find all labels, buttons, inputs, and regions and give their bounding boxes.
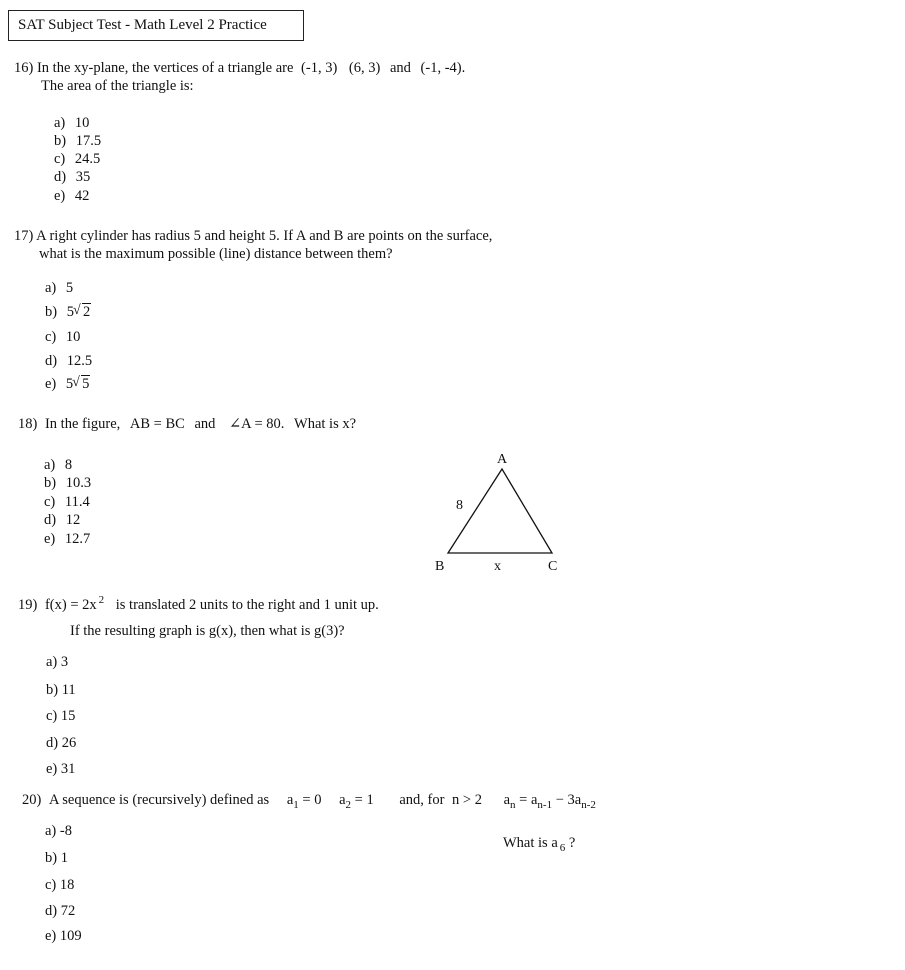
question-number: 19): [18, 597, 38, 613]
choice-19-d[interactable]: d) 26: [46, 735, 77, 751]
question-number: 18): [18, 416, 38, 432]
question-number: 20): [22, 792, 42, 808]
vertex-label-c: C: [548, 559, 558, 574]
question-text: In the xy-plane, the vertices of a triangle are: [36, 60, 294, 76]
choice-18-e[interactable]: e) 12.7: [44, 531, 91, 547]
square-root: √ 5: [73, 375, 90, 393]
function-expression: f(x) = 2x: [44, 597, 97, 613]
question-19-stem: 19) f(x) = 2x $^2$ is translated 2 units to the right and 1 unit up.: [18, 594, 379, 613]
choice-20-e[interactable]: e) 109: [45, 928, 82, 944]
choice-18-a[interactable]: a) 8: [44, 457, 73, 473]
term-a2: $a_2 = 1$: [339, 792, 374, 811]
vertex-label-b: B: [435, 559, 445, 574]
choice-16-b[interactable]: b) 17.5: [54, 133, 102, 149]
choice-16-c[interactable]: c) 24.5: [54, 151, 101, 167]
question-17-line2: what is the maximum possible (line) distance between them?: [39, 246, 393, 262]
question-16-stem: [14, 59, 465, 77]
choice-18-d[interactable]: d) 12: [44, 512, 81, 528]
base-label: x: [494, 559, 501, 574]
page-title: SAT Subject Test - Math Level 2 Practice: [18, 17, 267, 33]
conjunction: and: [389, 60, 411, 76]
choice-20-b[interactable]: b) 1: [45, 850, 68, 866]
angle-icon: ∠: [229, 416, 242, 432]
choice-17-d[interactable]: d) 12.5: [45, 353, 93, 369]
choice-19-e[interactable]: e) 31: [46, 761, 76, 777]
question-16-line2: The area of the triangle is:: [41, 78, 194, 94]
choice-20-d[interactable]: d) 72: [45, 903, 76, 919]
question-17-stem: [14, 227, 492, 245]
vertex-2: (6, 3): [348, 60, 381, 76]
choice-20-c[interactable]: c) 18: [45, 877, 75, 893]
choice-19-c[interactable]: c) 15: [46, 708, 76, 724]
choice-19-a[interactable]: a) 3: [46, 654, 69, 670]
choice-16-d[interactable]: d) 35: [54, 169, 91, 185]
vertex-3: (-1, -4).: [420, 60, 466, 76]
triangle-figure: [420, 445, 590, 580]
choice-17-e[interactable]: e) 5√ 5: [45, 375, 90, 393]
question-number: 16): [14, 60, 34, 76]
question-19-line2: If the resulting graph is g(x), then what is g(3)?: [70, 623, 345, 639]
term-a1: $a_1 = 0$: [286, 792, 322, 811]
choice-18-c[interactable]: c) 11.4: [44, 494, 90, 510]
choice-16-e[interactable]: e) 42: [54, 188, 90, 204]
question-text: A right cylinder has radius 5 and height 5. If A and B are points on the surface,: [36, 228, 493, 244]
choice-16-a[interactable]: a) 10: [54, 115, 90, 131]
choice-17-c[interactable]: c) 10: [45, 329, 81, 345]
question-number: 17): [14, 228, 34, 244]
square-root: √ 2: [74, 303, 91, 321]
question-20-stem: 20) A sequence is (recursively) defined as $a_1 = 0$ $a_2 = 1$ and, for n > 2 $a_n = a_{n-1} - 3a_{n-2}$: [22, 792, 596, 811]
recurrence-relation: $a_n = a_{n-1} - 3a_{n-2}$: [503, 792, 596, 811]
choice-17-b[interactable]: b) 5√ 2: [45, 303, 91, 321]
question-20-ask: What is a $_6$ ?: [503, 835, 576, 854]
choice-20-a[interactable]: a) -8: [45, 823, 72, 839]
vertex-1: (-1, 3): [301, 60, 338, 76]
vertex-label-a: A: [497, 452, 508, 467]
choice-17-a[interactable]: a) 5: [45, 280, 74, 296]
question-18-stem: 18) In the figure, AB = BC and ∠A = 80. What is x?: [18, 416, 357, 432]
side-label: 8: [456, 498, 463, 513]
triangle-shape: [448, 469, 552, 553]
choice-19-b[interactable]: b) 11: [46, 682, 76, 698]
choice-18-b[interactable]: b) 10.3: [44, 475, 92, 491]
